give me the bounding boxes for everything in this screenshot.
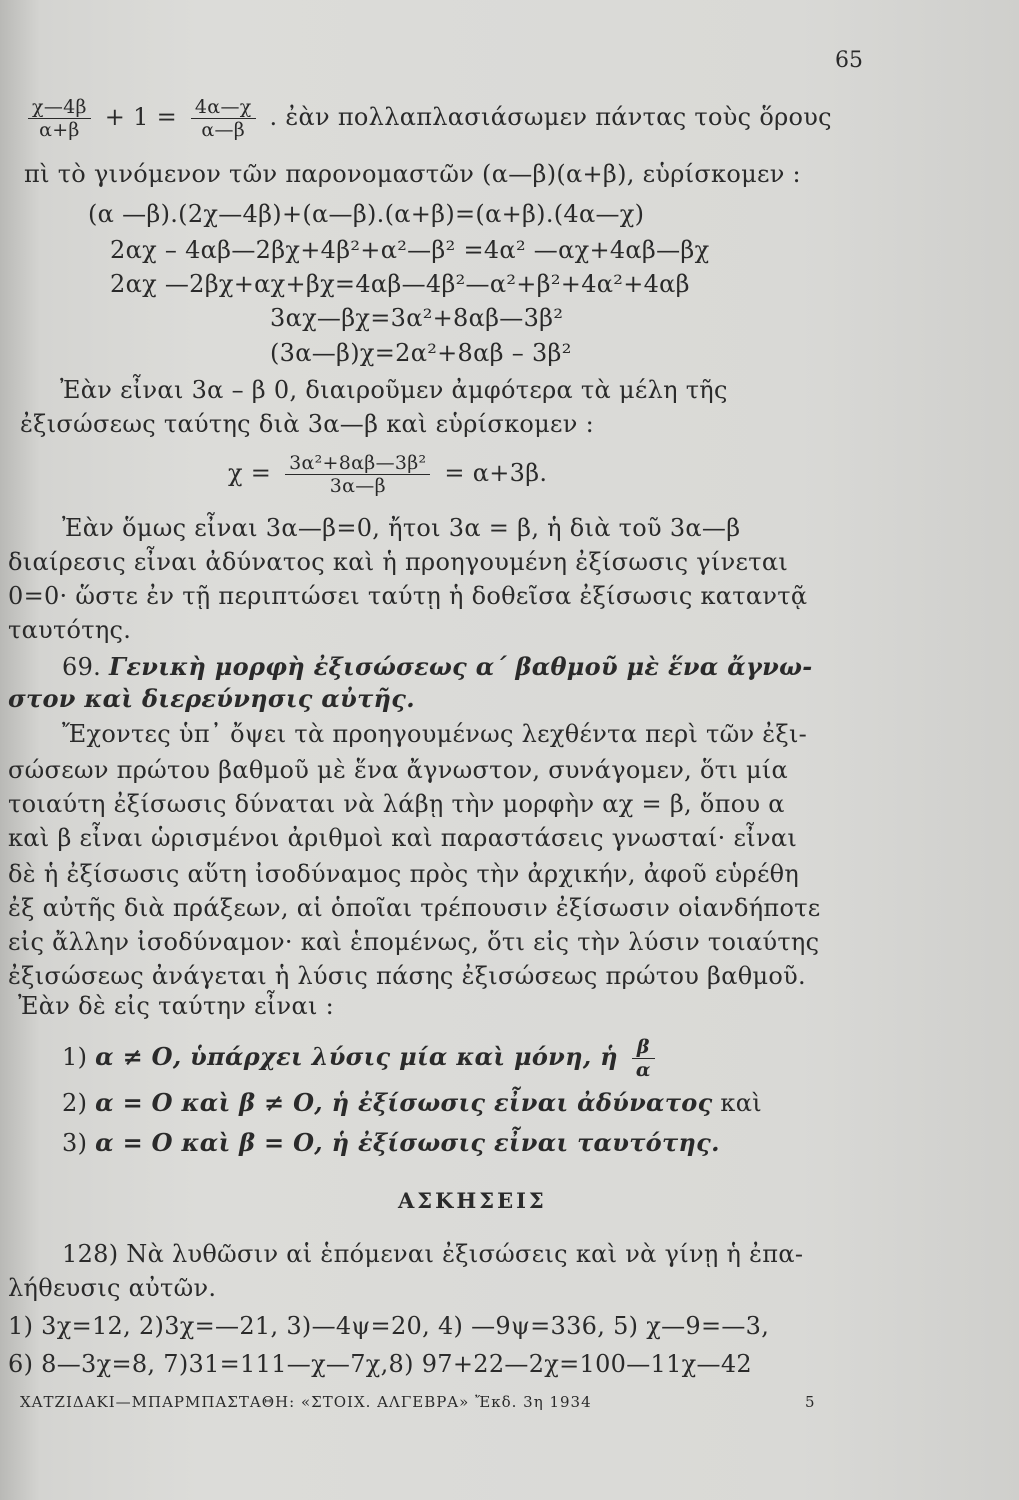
case-1-fraction [632,1036,655,1081]
paragraph-line: εἰς ἄλλην ἰσοδύναμον· καὶ ἑπομένως, ὅτι εἰς τὴν λύσιν τοιαύτης [8,928,820,956]
equation-line: 3αχ—βχ=3α²+8αβ—3β² [270,304,564,332]
paragraph-line: τοιαύτη ἐξίσωσις δύναται νὰ λάβῃ τὴν μορφὴν αχ = β, ὅπου α [8,790,785,818]
exercise-line: 1) 3χ=12, 2)3χ=—21, 3)—4ψ=20, 4) —9ψ=336, 5) χ—9=—3, [8,1312,770,1340]
fraction-right-denominator: α—β [201,119,246,141]
equation-line: (3α—β)χ=2α²+8αβ – 3β² [270,339,572,367]
exercise-line: 128) Νὰ λυθῶσιν αἱ ἑπόμεναι ἐξισώσεις καὶ νὰ γίνῃ ἡ ἐπα- [62,1240,804,1268]
opening-equation-line [22,96,832,141]
paragraph-line: δὲ ἡ ἐξίσωσις αὕτη ἰσοδύναμος πρὸς τὴν ἀρχικήν, ἀφοῦ εὑρέθη [8,860,800,888]
fraction-left-denominator: α+β [39,119,80,141]
case-1-numerator: β [632,1036,655,1059]
paragraph-line: 0=0· ὥστε ἐν τῇ περιπτώσει ταύτῃ ἡ δοθεῖσα ἐξίσωσις καταντᾷ [8,582,808,610]
paragraph-line: ταυτότης. [8,616,132,644]
section-heading-line-2: στον καὶ διερεύνησις αὐτῆς. [8,684,415,713]
paragraph-line: ἐξ αὐτῆς διὰ πράξεων, αἱ ὁποῖαι τρέπουσιν ἐξίσωσιν οἱανδήποτε [8,894,821,922]
paragraph-line: ἐξισώσεως ἀνάγεται ἡ λύσις πάσης ἐξισώσεως πρώτου βαθμοῦ. [8,962,806,990]
page-number: 65 [835,48,863,73]
section-number: 69. [62,653,102,681]
solution-fraction [285,452,430,497]
paragraph-line: Ἔχοντες ὑπ᾽ ὄψει τὰ προηγουμένως λεχθέντα περὶ τῶν ἐξι- [62,720,808,748]
fraction-right [191,96,256,141]
case-1-number: 1) [62,1043,88,1071]
paragraph-line: σώσεων πρώτου βαθμοῦ μὲ ἕνα ἄγνωστον, συνάγομεν, ὅτι μία [8,756,789,784]
exercises-heading: ΑΣΚΗΣΕΙΣ [398,1188,547,1213]
text-line: Ἐὰν εἶναι 3α – β 0, διαιροῦμεν ἀμφότερα τὰ μέλη τῆς [60,376,728,404]
equation-line: 2αχ —2βχ+αχ+βχ=4αβ—4β²—α²+β²+4α²+4αβ [110,270,690,298]
solution-lhs: χ = [228,459,272,487]
case-1-text: α ≠ Ο, ὑπάρχει λύσις μία καὶ μόνη, ἡ [95,1042,618,1071]
opening-text: . ἐὰν πολλαπλασιάσωμεν πάντας τοὺς ὅρους [269,103,832,131]
case-2-text: α = Ο καὶ β ≠ Ο, ἡ ἐξίσωσις εἶναι ἀδύνατος [95,1088,713,1117]
solution-equation [228,452,547,497]
exercise-line: 6) 8—3χ=8, 7)31=111—χ—7χ,8) 97+22—2χ=100—11χ—42 [8,1350,752,1378]
paragraph-line: Ἐὰν ὅμως εἶναι 3α—β=0, ἤτοι 3α = β, ἡ διὰ τοῦ 3α—β [62,514,741,542]
case-2-tail: καὶ [720,1089,762,1117]
exercise-line: λήθευσις αὐτῶν. [8,1274,217,1302]
fraction-left [28,96,91,141]
case-3 [62,1128,720,1157]
solution-rhs: = α+3β. [444,459,548,487]
paragraph-line: διαίρεσις εἶναι ἀδύνατος καὶ ἡ προηγουμένη ἐξίσωσις γίνεται [8,548,789,576]
footer-signature: 5 [805,1393,816,1411]
equation-line: (α —β).(2χ—4β)+(α—β).(α+β)=(α+β).(4α—χ) [88,200,645,228]
case-3-number: 3) [62,1129,88,1157]
case-1-denominator: α [635,1059,651,1081]
footer-imprint [20,1393,816,1411]
paragraph-line: καὶ β εἶναι ὡρισμένοι ἀριθμοὶ καὶ παραστάσεις γνωσταί· εἶναι [8,824,798,852]
text-line: πὶ τὸ γινόμενον τῶν παρονομαστῶν (α—β)(α+β), εὑρίσκομεν : [24,160,801,188]
solution-numerator: 3α²+8αβ—3β² [285,452,430,475]
section-title: Γενικὴ μορφὴ ἐξισώσεως α΄ βαθμοῦ μὲ ἕνα ἄγνω- [109,652,813,681]
paragraph-line: Ἐὰν δὲ εἰς ταύτην εἶναι : [18,992,334,1020]
fraction-right-numerator: 4α—χ [191,96,256,119]
text-line: ἐξισώσεως ταύτης διὰ 3α—β καὶ εὑρίσκομεν : [20,410,594,438]
footer-text: ΧΑΤΖΙΔΑΚΙ—ΜΠΑΡΜΠΑΣΤΑΘΗ: «ΣΤΟΙΧ. ΑΛΓΕΒΡΑ» Ἔκδ. 3η 1934 [20,1393,592,1411]
case-2-number: 2) [62,1089,88,1117]
case-2 [62,1088,762,1117]
equation-line: 2αχ – 4αβ—2βχ+4β²+α²—β² =4α² —αχ+4αβ—βχ [110,236,710,264]
plus-one: + 1 = [104,103,177,131]
fraction-left-numerator: χ—4β [28,96,91,119]
case-1 [62,1036,661,1081]
section-heading-line-1 [62,652,813,681]
solution-denominator: 3α—β [329,475,386,497]
case-3-text: α = Ο καὶ β = Ο, ἡ ἐξίσωσις εἶναι ταυτότης. [95,1128,720,1157]
